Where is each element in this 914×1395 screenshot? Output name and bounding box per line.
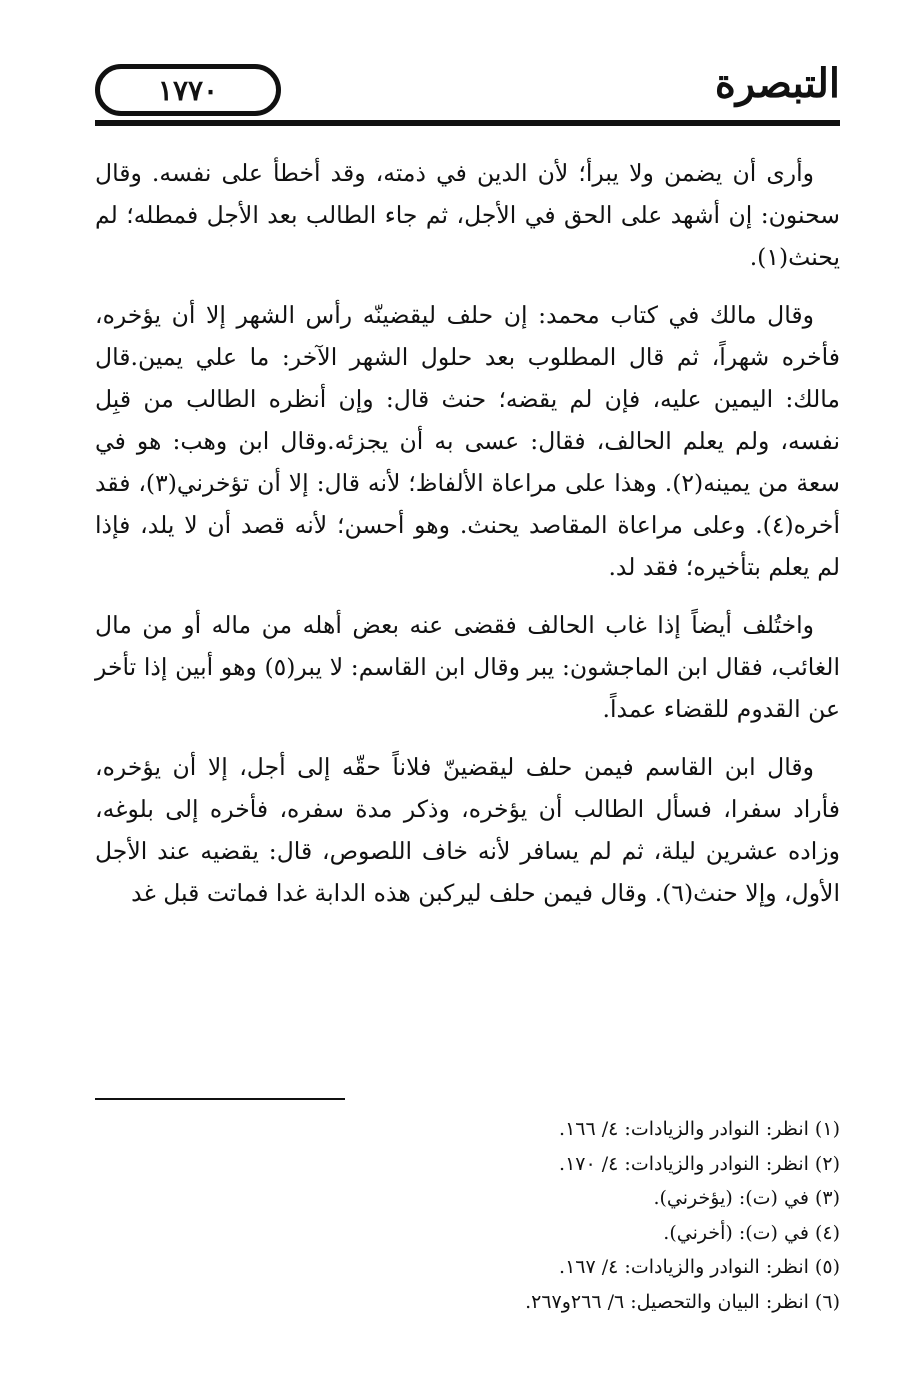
- footnote-1: (١) انظر: النوادر والزيادات: ٤/ ١٦٦.: [559, 1118, 840, 1140]
- footnote-divider: [95, 1098, 345, 1100]
- paragraph-1: وأرى أن يضمن ولا يبرأ؛ لأن الدين في ذمته، وقد أخطأ على نفسه. وقال سحنون: إن أشهد على الحق في الأجل، ثم جاء الطالب بعد الأجل فمطله؛ لم يحنث(١).: [95, 159, 840, 271]
- page-number-badge: [95, 64, 281, 116]
- footnotes: [95, 1112, 840, 1319]
- page-header: [95, 52, 840, 128]
- paragraph-3: واختُلف أيضاً إذا غاب الحالف فقضى عنه بعض أهله من ماله أو من مال الغائب، فقال ابن الماجشون: يبر وقال ابن القاسم: لا يبر(٥) وهو أبين إذا تأخر عن القدوم للقضاء عمداً.: [95, 611, 840, 723]
- paragraph-4: وقال ابن القاسم فيمن حلف ليقضينّ فلاناً حقّه إلى أجل، إلا أن يؤخره، فأراد سفرا، فسأل الطالب أن يؤخره، وذكر مدة سفره، فأخره إلى بلوغه، وزاده عشرين ليلة، ثم لم يسافر لأنه خاف اللصوص، قال: يقضيه عند الأجل الأول، وإلا حنث(٦). وقال فيمن حلف ليركبن هذه الدابة غدا فماتت قبل غد: [95, 753, 840, 907]
- main-text: [95, 152, 840, 930]
- header-rule: [95, 120, 840, 126]
- page-number: ١٧٧٠: [157, 73, 219, 107]
- book-title: التبصرة: [714, 60, 840, 107]
- footnote-4: (٤) في (ت): (أخرني).: [663, 1221, 840, 1244]
- footnote-6: (٦) انظر: البيان والتحصيل: ٦/ ٢٦٦و٢٦٧.: [525, 1290, 840, 1313]
- footnote-3: (٣) في (ت): (يؤخرني).: [653, 1187, 840, 1209]
- paragraph-2: وقال مالك في كتاب محمد: إن حلف ليقضينّه رأس الشهر إلا أن يؤخره، فأخره شهراً، ثم قال المطلوب بعد حلول الشهر الآخر: ما علي يمين.قال مالك: اليمين عليه، فإن لم يقضه؛ حنث قال: وإن أنظره الطالب من قبِل نفسه، ولم يعلم الحالف، فقال: عسى به أن يجزئه.وقال ابن وهب: هو في سعة من يمينه(٢). وهذا على مراعاة الألفاظ؛ لأنه قال: إلا أن تؤخرني(٣)، فقد أخره(٤). وعلى مراعاة المقاصد يحنث. وهو أحسن؛ لأنه قصد أن لا يلد، فإذا لم يعلم بتأخيره؛ فقد لد.: [95, 301, 840, 581]
- footnote-2: (٢) انظر: النوادر والزيادات: ٤/ ١٧٠.: [559, 1152, 840, 1175]
- footnote-5: (٥) انظر: النوادر والزيادات: ٤/ ١٦٧.: [559, 1256, 840, 1278]
